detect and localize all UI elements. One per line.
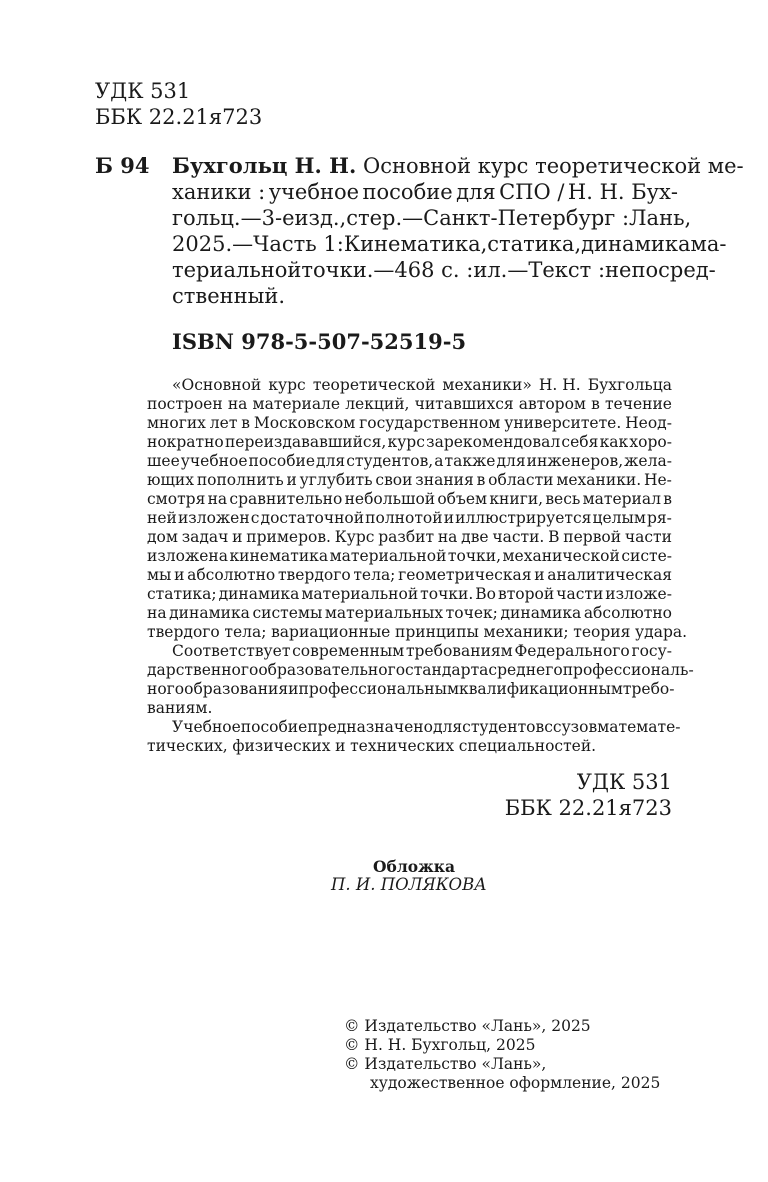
abstract-word: целым [592, 509, 646, 527]
abstract-word: динамика [169, 604, 250, 622]
abstract-word: среднего [488, 661, 563, 679]
abstract-line [147, 547, 672, 566]
abstract-word: В [548, 528, 560, 546]
cover-label: Обложка [373, 857, 455, 876]
bib-word: ил. [473, 258, 508, 282]
abstract-word: абсолютно [187, 566, 276, 584]
abstract-word: абсолютно [583, 604, 672, 622]
abstract-word: задач [181, 528, 229, 546]
abstract-word: дарственного [147, 661, 259, 679]
abstract-word: ссузов [544, 718, 598, 736]
abstract-word: теоретической [312, 376, 436, 394]
abstract-word: квалификационным [459, 680, 623, 698]
abstract-word: хоро- [629, 433, 672, 451]
bib-title-start: Основной курс теоретической ме- [356, 154, 744, 178]
abstract-word: образовательного [258, 661, 406, 679]
abstract-word: курс [268, 376, 306, 394]
abstract-word: геометрическая [398, 566, 532, 584]
bib-word: учебное [268, 180, 360, 204]
bib-line [172, 153, 744, 179]
bib-word: изд., [294, 206, 347, 230]
abstract-word: механики; [483, 623, 569, 641]
abstract-word: Московском [253, 414, 356, 432]
abstract-line [147, 509, 672, 528]
bib-word: Лань, [629, 206, 692, 230]
abstract-word: материал [582, 490, 661, 508]
abstract-word: на [437, 528, 458, 546]
abstract-word: области [488, 471, 554, 489]
bbk-code: ББК 22.21я723 [504, 796, 672, 820]
abstract-word: точки. [420, 585, 474, 603]
abstract-word: стандарта [405, 661, 489, 679]
abstract-word: и [174, 566, 185, 584]
abstract-word: для [432, 718, 463, 736]
abstract-word: специальностей. [458, 737, 597, 755]
abstract-word: себя [561, 433, 599, 451]
abstract-word: изложен [177, 509, 250, 527]
abstract-word: студентов [462, 718, 545, 736]
abstract-word: требо- [622, 680, 675, 698]
abstract-line [147, 471, 672, 490]
abstract-line [147, 661, 694, 680]
copyright-line: © Издательство «Лань», [344, 1055, 547, 1073]
abstract-word: студентов, [346, 452, 434, 470]
abstract-word: переиздававшийся, [224, 433, 387, 451]
bib-word: статика, [487, 232, 582, 256]
abstract-word: как [599, 433, 629, 451]
abstract-word: с [250, 509, 260, 527]
abstract-word: на [207, 490, 228, 508]
abstract-word: нократно [147, 433, 224, 451]
abstract-word: кинематика [229, 547, 329, 565]
abstract-word: материале [252, 395, 341, 413]
abstract-word: Курс [334, 528, 375, 546]
bib-word: ственный. [172, 284, 286, 308]
abstract-word: и [534, 566, 545, 584]
abstract-word: предназначено [307, 718, 433, 736]
bib-word: териальной [172, 258, 302, 282]
abstract-word: а [434, 452, 444, 470]
abstract-word: образования [184, 680, 289, 698]
abstract-word: полнотой [365, 509, 443, 527]
abstract-line [147, 566, 672, 585]
abstract-word: ного [147, 680, 185, 698]
bib-word: пособие [362, 180, 453, 204]
bbk-code: ББК 22.21я723 [95, 105, 263, 129]
bib-word: Часть 1: [253, 232, 344, 256]
abstract-line [147, 737, 672, 756]
abstract-word: инженеров, [526, 452, 624, 470]
abstract-word: Соответствует [172, 642, 291, 660]
bib-word: точки. [301, 258, 374, 282]
abstract-word: на [227, 395, 248, 413]
abstract-line [147, 718, 681, 737]
catalog-code: Б 94 [95, 153, 150, 178]
abstract-word: Федерального [514, 642, 630, 660]
abstract-word: лет [209, 414, 238, 432]
bib-line [172, 257, 716, 283]
abstract-word: достаточной [260, 509, 365, 527]
abstract-word: читавшихся [414, 395, 514, 413]
abstract-word: тела; [353, 566, 396, 584]
bib-word: непосред- [605, 258, 716, 282]
abstract-word: многих [147, 414, 206, 432]
abstract-word: Учебное [172, 718, 241, 736]
abstract-word: части. [492, 528, 545, 546]
abstract-word: небольшой [344, 490, 436, 508]
abstract-word: материальной [329, 547, 447, 565]
abstract-word: удара. [635, 623, 688, 641]
abstract-word: весь [545, 490, 581, 508]
abstract-line [147, 699, 672, 718]
abstract-word: в [591, 395, 600, 413]
bib-word: — [373, 258, 395, 282]
bib-word: для [456, 180, 496, 204]
abstract-line [147, 490, 672, 509]
abstract-word: пособие [240, 718, 308, 736]
abstract-word: динамика [218, 585, 300, 603]
abstract-word: университете. [504, 414, 622, 432]
abstract-word: и [288, 680, 299, 698]
abstract-word: изложе- [605, 585, 672, 603]
abstract-word: смотря [147, 490, 206, 508]
abstract-word: вариационные [271, 623, 391, 641]
abstract-word: Во [475, 585, 496, 603]
abstract-line [147, 452, 672, 471]
abstract-word: материальной [301, 585, 419, 603]
isbn: ISBN 978-5-507-52519-5 [172, 329, 467, 354]
abstract-word: твердого [147, 623, 220, 641]
abstract-word: ваниям. [147, 699, 213, 717]
bib-word: — [402, 206, 424, 230]
bib-word: Кинематика, [343, 232, 488, 256]
bib-word: стер. [346, 206, 403, 230]
abstract-line [147, 376, 672, 395]
copyright-block [344, 1017, 660, 1093]
udk-bbk-header [95, 78, 262, 130]
abstract-word: технических [350, 737, 455, 755]
bib-word: 2025. [172, 232, 233, 256]
abstract-word: в [663, 490, 672, 508]
abstract-word: течение [604, 395, 672, 413]
abstract-word: дом [147, 528, 178, 546]
abstract-word: ющих [147, 471, 194, 489]
abstract-word: курс [387, 433, 425, 451]
bib-word: 468 с. : [394, 258, 474, 282]
abstract-word: книги, [489, 490, 544, 508]
abstract-word: динамика [500, 604, 582, 622]
bib-word: Н. Н. Бух- [567, 180, 678, 204]
abstract-line [147, 604, 672, 623]
bib-line [172, 231, 727, 257]
bib-word: — [507, 258, 529, 282]
abstract-word: в [241, 414, 251, 432]
abstract-word: Не- [643, 471, 672, 489]
abstract-word: построен [147, 395, 223, 413]
cover-designer: П. И. ПОЛЯКОВА [331, 875, 487, 894]
abstract-word: для [316, 452, 346, 470]
abstract-word: углубить [299, 471, 373, 489]
abstract-word: мы [147, 566, 172, 584]
copyright-line: © Издательство «Лань», 2025 [344, 1017, 591, 1035]
bib-word: Санкт-Петербург : [423, 206, 630, 230]
abstract-word: аналитическая [547, 566, 672, 584]
abstract-word: жела- [624, 452, 672, 470]
abstract-word: «Основной [172, 376, 262, 394]
abstract-word: профессиональ- [562, 661, 694, 679]
udk-code: УДК 531 [576, 770, 672, 794]
bib-line [172, 205, 692, 231]
abstract-word: пособие [248, 452, 316, 470]
abstract-word: профессиональным [298, 680, 459, 698]
abstract-word: автором [518, 395, 586, 413]
abstract-word: твердого [277, 566, 351, 584]
abstract-line [147, 623, 688, 642]
abstract-word: для [496, 452, 526, 470]
abstract-line [147, 680, 675, 699]
abstract-word: свои [375, 471, 413, 489]
bib-author: Бухгольц Н. Н. [172, 153, 357, 178]
abstract-word: госу- [631, 642, 672, 660]
abstract-word: требованиям [405, 642, 513, 660]
abstract-word: в [476, 471, 486, 489]
copyright-line: художественное оформление, 2025 [370, 1074, 661, 1092]
udk-bbk-footer [505, 769, 672, 821]
abstract-word: шее [147, 452, 180, 470]
abstract-word: Бухгольца [587, 376, 672, 394]
abstract-word: Неод- [625, 414, 672, 432]
abstract-word: механики. [556, 471, 642, 489]
abstract-word: части [556, 585, 604, 603]
abstract-word: систе- [621, 547, 672, 565]
abstract-word: зарекомендовал [426, 433, 561, 451]
abstract-word: Н. Н. [538, 376, 581, 394]
abstract-word: знания [415, 471, 474, 489]
abstract-word: также [444, 452, 496, 470]
abstract-word: тических, [147, 737, 228, 755]
abstract-word: две [461, 528, 489, 546]
abstract-word: статика; [147, 585, 217, 603]
bib-word: ханики : [172, 180, 266, 204]
abstract-word: части [624, 528, 672, 546]
abstract-line [147, 642, 672, 661]
abstract-line [147, 414, 672, 433]
abstract-word: ря- [646, 509, 672, 527]
copyright-line: © Н. Н. Бухгольц, 2025 [344, 1036, 536, 1054]
bib-line [172, 179, 678, 205]
abstract-word: иллюстрируется [455, 509, 592, 527]
abstract-word: первой [563, 528, 622, 546]
abstract-word: и [286, 471, 297, 489]
bib-word: гольц. [172, 206, 241, 230]
bib-word: динамика [581, 232, 691, 256]
abstract-word: теория [573, 623, 631, 641]
abstract-word: пополнить [196, 471, 284, 489]
abstract [147, 376, 694, 756]
abstract-word: современным [292, 642, 405, 660]
bib-word: — [240, 206, 262, 230]
abstract-word: физических [232, 737, 331, 755]
udk-code: УДК 531 [95, 79, 191, 103]
abstract-line [147, 585, 672, 604]
abstract-word: разбит [378, 528, 435, 546]
abstract-word: системы [252, 604, 323, 622]
abstract-word: учебное [180, 452, 248, 470]
abstract-word: и [232, 528, 243, 546]
bib-line [172, 283, 678, 309]
abstract-word: точки, [447, 547, 502, 565]
abstract-line [147, 395, 672, 414]
abstract-word: изложена [147, 547, 228, 565]
abstract-word: ней [147, 509, 177, 527]
abstract-word: лекций, [345, 395, 410, 413]
abstract-word: государственном [359, 414, 501, 432]
abstract-word: материальных [324, 604, 444, 622]
bib-word: 3-е [261, 206, 295, 230]
abstract-word: второй [498, 585, 555, 603]
abstract-word: принципы [394, 623, 479, 641]
abstract-line [147, 528, 672, 547]
abstract-word: сравнительно [229, 490, 343, 508]
abstract-word: математе- [597, 718, 681, 736]
bibliographic-record [172, 153, 744, 309]
abstract-word: и [443, 509, 455, 527]
abstract-word: примеров. [246, 528, 331, 546]
bib-word: Текст : [528, 258, 606, 282]
abstract-word: объем [437, 490, 488, 508]
abstract-line [147, 433, 672, 452]
abstract-word: точек; [445, 604, 498, 622]
bib-word: СПО / [499, 180, 565, 204]
abstract-word: тела; [224, 623, 267, 641]
abstract-word: и [335, 737, 346, 755]
abstract-word: на [147, 604, 167, 622]
bib-word: ма- [690, 232, 727, 256]
bib-word: — [232, 232, 254, 256]
abstract-word: механической [502, 547, 620, 565]
abstract-word: механики» [442, 376, 532, 394]
